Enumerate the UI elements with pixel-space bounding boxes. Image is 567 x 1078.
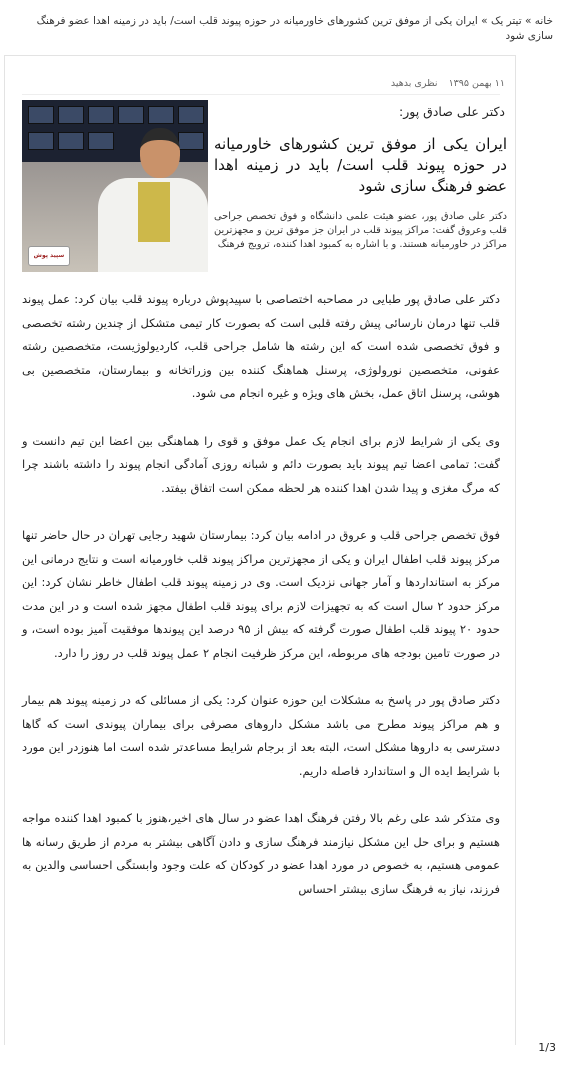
photo-shirt: [138, 182, 170, 242]
article-lead: دکتر علی صادق پور، عضو هیئت علمی دانشگاه و فوق تخصص جراحی قلب وعروق گفت: مراکز پیوند قلب در ایران جز موفق ترین و مجهزترین مراکز در خاورمیانه هستند. و با اشاره به کمبود اهدا کننده، ترویج فرهنگ: [214, 211, 507, 251]
photo-wall-frame: [88, 106, 114, 124]
photo-wall-frame: [118, 106, 144, 124]
comment-link[interactable]: نظری بدهید: [390, 78, 438, 89]
photo-portrait-head: [140, 128, 180, 178]
photo-wall-frame: [178, 106, 204, 124]
meta-divider: [22, 94, 500, 95]
article-title: ایران یکی از موفق ترین کشورهای خاورمیانه در حوزه پیوند قلب است/ باید در زمینه اهدا عضو فرهنگ سازی شود: [214, 135, 507, 195]
page-number: 1/3: [538, 1041, 556, 1054]
photo-wall-frame: [178, 132, 204, 150]
photo-wall-frame: [28, 106, 54, 124]
body-paragraph: وی یکی از شرایط لازم برای انجام یک عمل موفق و قوی را هماهنگی بین اعضا این تیم دانست و گفت: تمامی اعضا تیم پیوند باید بصورت دائم و شبانه روزی آمادگی انجام پیوند را داشته باشند چرا که مرگ مغزی و پیدا شدن اهدا کننده هر لحظه ممکن است اتفاق بیفتد.: [22, 433, 500, 495]
breadcrumb[interactable]: خانه » تیتر یک » ایران یکی از موفق ترین کشورهای خاورمیانه در حوزه پیوند قلب است/ باید در زمینه اهدا عضو فرهنگ سازی شود: [36, 15, 553, 42]
photo-wall-frame: [148, 106, 174, 124]
article-body: [22, 288, 500, 925]
body-paragraph: فوق تخصص جراحی قلب و عروق در ادامه بیان کرد: بیمارستان شهید رجایی تهران در حال حاضر تنها مرکز پیوند قلب اطفال ایران و یکی از مجهزترین مراکز پیوند قلب خاورمیانه است و نتایج درمانی این مرکز به استانداردها و آمار جهانی نزدیک است. وی در زمینه پیوند قلب اطفال خاطر نشان کرد: این مرکز حدود ۲ سال است که به تجهیزات لازم برای پیوند قلب اطفال مجهز شده است و در این مدت حدود ۲۰ پیوند قلب اطفال صورت گرفته که بیش از ۹۵ درصد این پیوندها موفقیت آمیز بوده است، و در صورت تامین بودجه های مربوطه، این مرکز ظرفیت انجام ۲ عمل پیوند قلب در روز را دارد.: [22, 528, 500, 660]
article-meta: [260, 78, 505, 89]
photo-wall-frame: [58, 132, 84, 150]
photo-watermark-logo: سپید پوش: [28, 246, 70, 266]
body-paragraph: وی متذکر شد علی رغم بالا رفتن فرهنگ اهدا عضو در سال های اخیر،هنوز با کمبود اهدا کننده مواجه هستیم و برای حل این مشکل نیازمند فرهنگ سازی و دادن آگاهی بیشتر به مردم از طریق رسانه ها عمومی هستیم، به خصوص در مورد اهدا عضو در کودکان که علت وجود وابستگی احساسی والدین به فرزند، نیاز به فرهنگ سازی بیشتر احساس: [22, 811, 500, 896]
author-photo: [22, 100, 208, 272]
photo-wall-frame: [58, 106, 84, 124]
photo-wall-frame: [28, 132, 54, 150]
photo-wall-frame: [88, 132, 114, 150]
body-paragraph: دکتر علی صادق پور طبایی در مصاحبه اختصاصی با سپیدپوش درباره پیوند قلب بیان کرد: عمل پیوند قلب تنها درمان نارسائی پیش رفته قلبی است که بصورت کار تیمی متشکل از چندین رشته تخصصی و فوق تخصصی شده است که این رشته ها شامل جراحی قلب، کاردیولوژیست، متخصصین رشته عفونی، متخصصین نورولوژی، پرسنل هماهنگ کننده بین وزراتخانه و بیمارستان، متخصصین بی هوشی، پرسنل اتاق عمل، بخش های ویژه و غیره انجام می شود.: [22, 292, 500, 400]
body-paragraph: دکتر صادق پور در پاسخ به مشکلات این حوزه عنوان کرد: یکی از مسائلی که در زمینه پیوند هم بیمار و هم مراکز پیوند مطرح می باشد مشکل داروهای مصرفی برای بیماران پیوندی است که گاها دسترسی به داروها مشکل است، البته بعد از برجام شرایط مساعدتر شده است اما هنوزدر این مورد با شرایط ایده ال و استاندارد فاصله داریم.: [22, 693, 500, 778]
post-date: ۱۱ بهمن ۱۳۹۵: [448, 78, 505, 89]
article-author: دکتر علی صادق پور:: [399, 104, 505, 119]
